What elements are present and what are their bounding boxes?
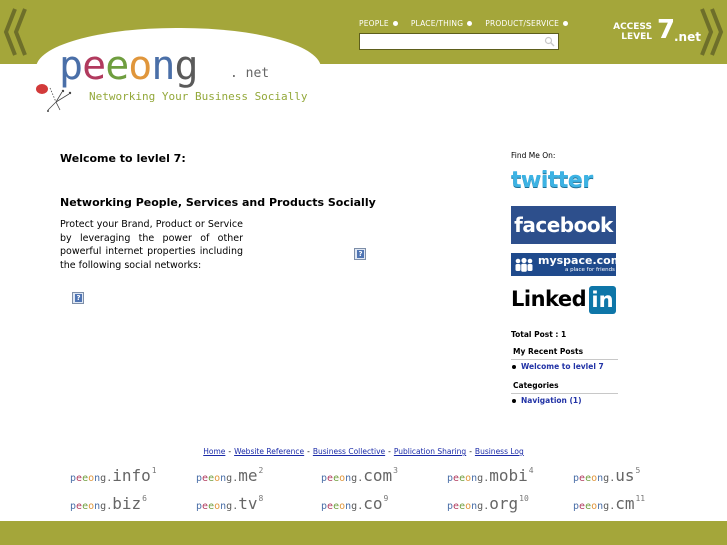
domain-link-cm[interactable] xyxy=(573,494,645,513)
access-level-number: 7 xyxy=(657,15,676,45)
domain-prefix: peeong. xyxy=(321,501,364,512)
linkedin-in-badge: in xyxy=(589,286,616,314)
double-chevron-left-icon xyxy=(3,7,29,57)
myspace-tagline: a place for friends xyxy=(565,267,615,273)
domain-number: 6 xyxy=(142,494,147,503)
facebook-logo-text: facebook xyxy=(514,213,613,237)
domain-link-org[interactable] xyxy=(447,494,529,513)
logo-letter: e xyxy=(82,43,106,89)
domain-number: 9 xyxy=(383,494,389,503)
domain-prefix: peeong. xyxy=(70,473,113,484)
double-chevron-right-icon xyxy=(698,7,724,57)
broken-image-icon: ? xyxy=(72,292,84,304)
domain-prefix: peeong. xyxy=(196,501,239,512)
linkedin-logo-text: Linked xyxy=(511,287,587,311)
footer-link-website-reference[interactable]: Website Reference xyxy=(234,447,305,456)
domain-prefix: peeong. xyxy=(70,501,113,512)
total-post-count: Total Post : 1 xyxy=(511,330,567,339)
nav-place-thing-label: PLACE/THING xyxy=(410,19,464,28)
separator: - xyxy=(228,447,232,456)
page-title: Welcome to levlel 7: xyxy=(60,152,186,165)
domain-link-co[interactable] xyxy=(321,494,388,513)
facebook-button[interactable] xyxy=(511,206,616,244)
footer-band xyxy=(0,521,727,545)
footer-link-publication-sharing[interactable]: Publication Sharing xyxy=(393,447,467,456)
category-label: Navigation (1) xyxy=(521,396,582,405)
find-me-label: Find Me On: xyxy=(511,151,556,160)
domain-number: 10 xyxy=(519,494,529,503)
domain-prefix: peeong. xyxy=(447,473,490,484)
domain-number: 5 xyxy=(635,466,641,475)
domain-prefix: peeong. xyxy=(447,501,490,512)
categories-heading: Categories xyxy=(513,381,559,390)
domain-number: 1 xyxy=(151,466,157,475)
logo-letter: p xyxy=(59,43,83,89)
recent-post-link[interactable] xyxy=(512,362,604,371)
divider xyxy=(511,359,618,360)
bullet-icon xyxy=(512,399,516,403)
broken-image-icon: ? xyxy=(354,248,366,260)
logo-letter: n xyxy=(151,43,175,89)
domain-number: 3 xyxy=(393,466,398,475)
domain-extension: co xyxy=(363,494,383,513)
recent-posts-heading: My Recent Posts xyxy=(513,347,584,356)
nav-people[interactable] xyxy=(359,19,398,28)
linkedin-button[interactable] xyxy=(511,285,616,315)
domain-link-mobi[interactable] xyxy=(447,466,534,485)
footer-link-business-log[interactable]: Business Log xyxy=(474,447,524,456)
search-input[interactable] xyxy=(360,40,540,55)
domain-extension: mobi xyxy=(489,466,528,485)
bullet-dot-icon xyxy=(563,21,568,26)
logo-suffix: . net xyxy=(230,66,270,81)
bullet-icon xyxy=(512,365,516,369)
myspace-people-icon xyxy=(514,257,534,272)
footer-link-business-collective[interactable]: Business Collective xyxy=(312,447,386,456)
access-level-label xyxy=(612,22,652,42)
domain-link-tv[interactable] xyxy=(196,494,263,513)
nav-people-label: PEOPLE xyxy=(359,19,389,28)
intro-paragraph: Protect your Brand, Product or Service by leveraging the power of other powerful internet properties including the following social networks: xyxy=(60,219,243,271)
domain-link-com[interactable] xyxy=(321,466,398,485)
separator: - xyxy=(307,447,310,456)
domain-extension: com xyxy=(363,466,393,485)
search-box xyxy=(359,33,559,50)
access-label-line1: ACCESS xyxy=(613,22,652,32)
separator: - xyxy=(469,447,472,456)
domain-extension: me xyxy=(238,466,258,485)
logo-sprout-icon xyxy=(34,80,82,116)
access-label-line2: LEVEL xyxy=(621,32,652,42)
twitter-logo-text: twitter xyxy=(511,168,593,193)
domain-prefix: peeong. xyxy=(573,473,616,484)
domain-link-info[interactable] xyxy=(70,466,157,485)
domain-prefix: peeong. xyxy=(196,473,239,484)
domain-number: 4 xyxy=(528,466,534,475)
domain-link-biz[interactable] xyxy=(70,494,147,513)
logo-letter: e xyxy=(105,43,129,89)
domain-prefix: peeong. xyxy=(321,473,364,484)
recent-post-label: Welcome to levlel 7 xyxy=(521,362,604,371)
access-level-suffix: .net xyxy=(674,30,701,44)
domain-extension: org xyxy=(489,494,519,513)
domain-extension: cm xyxy=(615,494,635,513)
domain-extension: info xyxy=(112,466,151,485)
nav-place-thing[interactable] xyxy=(411,19,472,28)
section-subtitle: Networking People, Services and Products Socially xyxy=(60,196,376,209)
footer-link-home[interactable]: Home xyxy=(203,447,226,456)
bullet-dot-icon xyxy=(467,21,472,26)
domain-number: 8 xyxy=(258,494,264,503)
domain-number: 11 xyxy=(635,494,646,503)
search-icon[interactable] xyxy=(544,36,555,47)
myspace-button[interactable] xyxy=(511,253,627,276)
nav-product-service[interactable] xyxy=(485,19,568,28)
logo-tagline: Networking Your Business Socially xyxy=(89,90,308,103)
category-link[interactable] xyxy=(512,396,582,405)
domain-link-us[interactable] xyxy=(573,466,640,485)
domain-prefix: peeong. xyxy=(573,501,616,512)
top-nav xyxy=(359,19,568,28)
domain-extension: us xyxy=(615,466,635,485)
logo-letter: g xyxy=(174,43,198,89)
domain-extension: biz xyxy=(112,494,142,513)
domain-extension: tv xyxy=(238,494,258,513)
separator: - xyxy=(388,447,391,456)
myspace-logo-text: myspace.com. xyxy=(538,254,627,267)
divider xyxy=(511,393,618,394)
nav-product-service-label: PRODUCT/SERVICE xyxy=(485,19,560,28)
bullet-dot-icon xyxy=(393,21,398,26)
footer-nav xyxy=(0,447,727,456)
domain-number: 2 xyxy=(258,466,264,475)
twitter-button[interactable] xyxy=(511,168,616,198)
logo-letter: o xyxy=(128,43,152,89)
domain-link-me[interactable] xyxy=(196,466,263,485)
